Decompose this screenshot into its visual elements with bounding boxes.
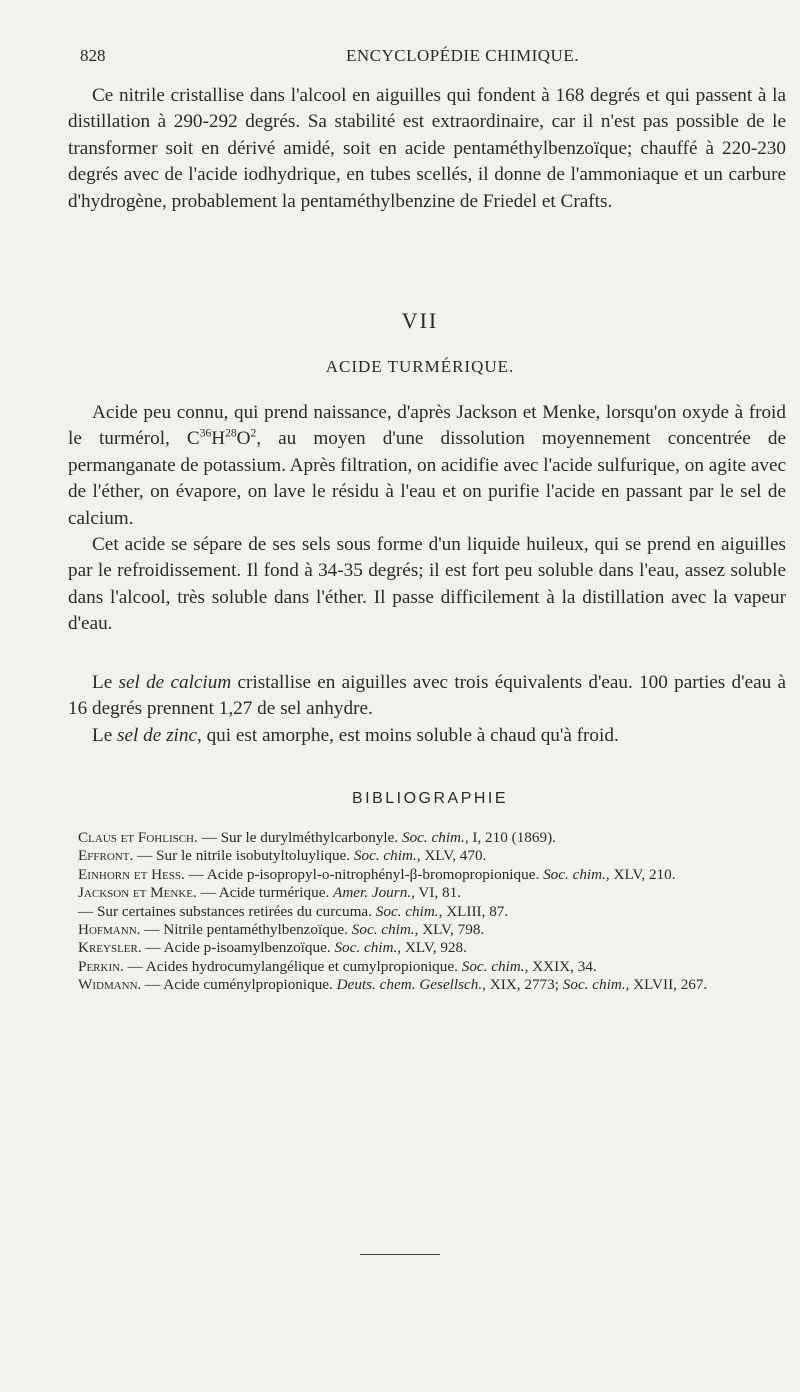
section-number: VII — [401, 308, 439, 333]
paragraph-properties: Cet acide se sépare de ses sels sous forme d'un liquide huileux, qui se prend en aiguilles par le refroidissement. Il fond à 34-35 degrés; il est fort peu soluble dans l'eau, assez soluble dans l'alcool, très soluble dans l'éther. Il passe difficilement à la distillation avec la vapeur d'eau. — [68, 534, 786, 635]
closing-rule — [360, 1254, 440, 1255]
running-title: ENCYCLOPÉDIE CHIMIQUE. — [346, 46, 579, 65]
bibliography-entry: Widmann. — Acide cuménylpropionique. Deuts. chem. Gesellsch., XIX, 2773; Soc. chim., XLVII, 267. — [78, 976, 708, 994]
paragraph-calcium-salt: Le sel de calcium cristallise en aiguilles avec trois équivalents d'eau. 100 parties d'eau à 16 degrés prennent 1,27 de sel anhydre. — [68, 672, 786, 720]
intro-paragraph — [68, 83, 786, 215]
paragraph-zinc-salt: Le sel de zinc, qui est amorphe, est moins soluble à chaud qu'à froid. — [92, 724, 619, 746]
page-number: 828 — [80, 46, 106, 65]
paragraph-preparation: Acide peu connu, qui prend naissance, d'après Jackson et Menke, lorsqu'on oxyde à froid le turmérol, $C^{36}H^{28}O^2$, au moyen d'une dissolution moyennement concentrée de permanganate de potassium. Après filtration, on acidifie avec l'acide sulfurique, on agite avec de l'éther, on évapore, on lave le résidu à l'eau et on purifie l'acide en passant par le sel de calcium. — [68, 402, 786, 529]
bibliography-entry: Jackson et Menke. — Acide turmérique. Amer. Journ., VI, 81. — [78, 884, 462, 902]
bibliography-entry: Perkin. — Acides hydrocumylangélique et cumylpropionique. Soc. chim., XXIX, 34. — [78, 957, 597, 975]
intro-paragraph-text: Ce nitrile cristallise dans l'alcool en aiguilles qui fondent à 168 degrés et qui passent à la distillation à 290-292 degrés. Sa stabilité est extraordinaire, car il n'est pas possible de le transformer soit en dérivé amidé, soit en acide pentaméthylbenzoïque; chauffé à 220-230 degrés avec de l'acide iodhydrique, en tubes scellés, il donne de l'ammoniaque et un carbure d'hydrogène, probablement la pentaméthylbenzine de Friedel et Crafts. — [68, 85, 786, 212]
bibliography-list — [78, 829, 786, 995]
bibliography-heading: BIBLIOGRAPHIE — [351, 790, 509, 807]
page-header — [80, 46, 785, 72]
bibliography-entry: Effront. — Sur le nitrile isobutyltoluylique. Soc. chim., XLV, 470. — [78, 847, 487, 865]
bibliography-entry: Kreysler. — Acide p-isoamylbenzoïque. Soc. chim., XLV, 928. — [78, 939, 467, 957]
bibliography-entry: Einhorn et Hess. — Acide p-isopropyl-o-nitrophényl-β-bromopropionique. Soc. chim., XLV, 210. — [78, 865, 676, 883]
section-body — [68, 400, 786, 638]
bibliography-entry: Hofmann. — Nitrile pentaméthylbenzoïque. Soc. chim., XLV, 798. — [78, 921, 485, 939]
salts-section — [68, 670, 786, 749]
bibliography-entry: — Sur certaines substances retirées du curcuma. Soc. chim., XLIII, 87. — [78, 902, 509, 920]
section-title: ACIDE TURMÉRIQUE. — [325, 357, 515, 376]
bibliography-entry: Claus et Fohlisch. — Sur le durylméthylcarbonyle. Soc. chim., I, 210 (1869). — [78, 829, 556, 846]
